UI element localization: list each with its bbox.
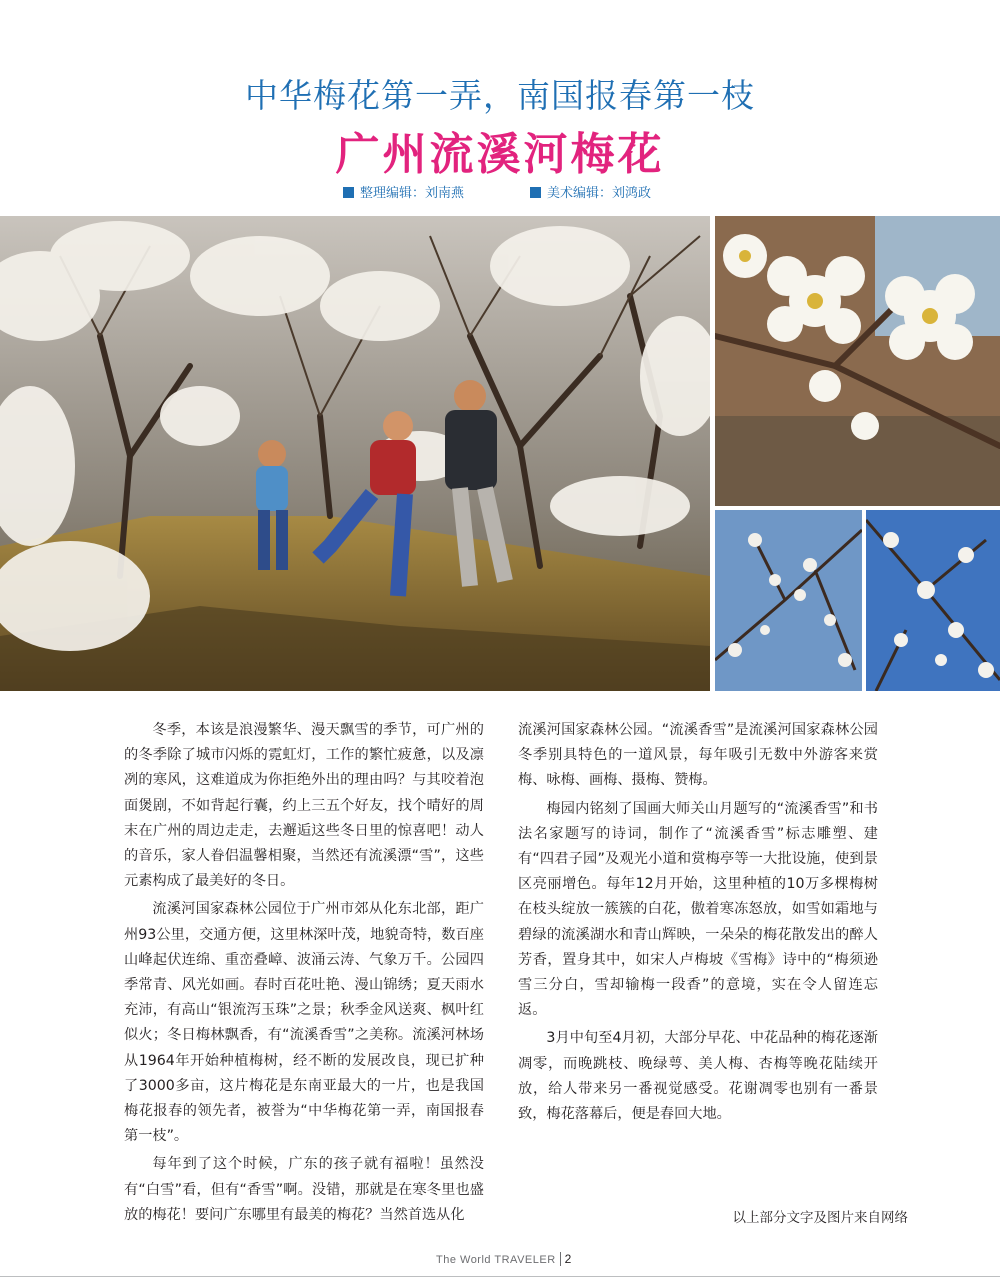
page-footer xyxy=(436,1252,572,1266)
article-paragraph: 每年到了这个时候，广东的孩子就有福啦！虽然没有“白雪”看，但有“香雪”啊。没错，那就是在寒冬里也盛放的梅花！要问广东哪里有最美的梅花？当然首选从化 xyxy=(124,1156,484,1223)
source-note: 以上部分文字及图片来自网络 xyxy=(732,1210,908,1226)
article-column-right xyxy=(518,718,878,1127)
art-credit xyxy=(530,182,651,201)
page-subtitle: 中华梅花第一弄，南国报春第一枝 xyxy=(245,76,755,115)
editor-credit xyxy=(343,182,464,201)
editor-credit-text: 整理编辑：刘南燕 xyxy=(360,186,465,201)
plum-blossom-branch-blue-sky xyxy=(866,510,1000,691)
article-paragraph: 3月中旬至4月初，大部分早花、中花品种的梅花逐渐凋零，而晚跳枝、晚绿萼、美人梅、杏梅等晚花陆续开放，给人带来另一番视觉感受。花谢凋零也别有一番景致，梅花落幕后，便是春回大地。 xyxy=(518,1030,878,1123)
page-number: 2 xyxy=(564,1252,572,1266)
magazine-name: The World TRAVELER xyxy=(436,1254,556,1266)
plum-branches-blue-sky xyxy=(715,510,862,691)
article-paragraph: 流溪河国家森林公园位于广州市郊从化东北部，距广州93公里，交通方便，这里林深叶茂，地貌奇特，数百座山峰起伏连绵、重峦叠嶂、波涌云涛、气象万千。公园四季常青、风光如画。春时百花吐艳、漫山锦绣；夏天雨水充沛，有高山“银流泻玉珠”之景；秋季金风送爽、枫叶红似火；冬日梅林飘香，有“流溪香雪”之美称。流溪河林场从1964年开始种植梅树，经不断的发展改良，现已扩种了3000多亩，这片梅花是东南亚最大的一片，也是我国梅花报春的领先者，被誉为“中华梅花第一弄，南国报春第一枝”。 xyxy=(124,901,484,1145)
article-column-left xyxy=(124,718,484,1228)
article-paragraph: 梅园内铭刻了国画大师关山月题写的“流溪香雪”和书法名家题写的诗词，制作了“流溪香雪”标志雕塑、建有“四君子园”及观光小道和赏梅亭等一大批设施，使到景区亮丽增色。每年12月开始，这里种植的10万多棵梅树在枝头绽放一簇簇的白花，傲着寒冻怒放，如雪如霜地与碧绿的流溪湖水和青山辉映，一朵朵的梅花散发出的醉人芳香，置身其中，如宋人卢梅坡《雪梅》诗中的“梅须逊雪三分白，雪却输梅一段香”的意境，实在令人留连忘返。 xyxy=(518,800,878,1019)
square-bullet-icon xyxy=(530,187,541,198)
art-credit-text: 美术编辑：刘鸿政 xyxy=(547,186,652,201)
page-title: 广州流溪河梅花 xyxy=(335,129,665,180)
white-plum-blossom-closeup xyxy=(715,216,1000,506)
article-paragraph: 冬季，本该是浪漫繁华、漫天飘雪的季节，可广州的的冬季除了城市闪烁的霓虹灯，工作的繁忙疲惫，以及凛冽的寒风，这难道成为你拒绝外出的理由吗？与其咬着泡面煲剧，不如背起行囊，约上三五个好友，找个晴好的周末在广州的周边走走，去邂逅这些冬日里的惊喜吧！动人的音乐，家人眷侣温馨相聚，当然还有流溪漂“雪”，这些元素构成了最美好的冬日。 xyxy=(124,722,484,890)
square-bullet-icon xyxy=(343,187,354,198)
children-running-through-plum-orchard xyxy=(0,216,710,691)
footer-divider xyxy=(560,1252,561,1266)
page-edge-line xyxy=(0,1276,1000,1277)
article-paragraph: 流溪河国家森林公园。“流溪香雪”是流溪河国家森林公园冬季别具特色的一道风景，每年吸引无数中外游客来赏梅、咏梅、画梅、摄梅、赞梅。 xyxy=(518,722,878,789)
